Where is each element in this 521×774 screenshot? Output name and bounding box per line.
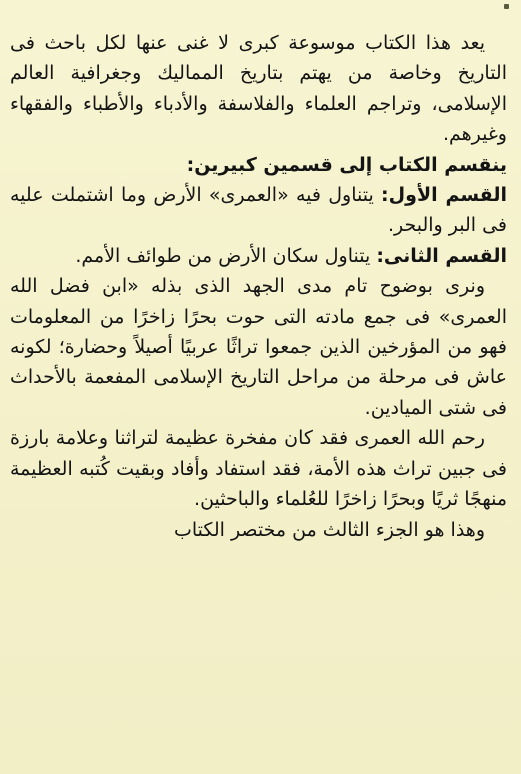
section-two-label: القسم الثانى: bbox=[376, 244, 507, 267]
paragraph-closing: وهذا هو الجزء الثالث من مختصر الكتاب bbox=[173, 518, 485, 541]
paragraph-intro: يعد هذا الكتاب موسوعة كبرى لا غنى عنها لكل باحث فى التاريخ وخاصة من يهتم بتاريخ المماليك وجغرافية العالم الإسلامى، وتراجم العلماء والفلاسفة والأدباء والأطباء والفقهاء وغيرهم. bbox=[10, 32, 507, 146]
paragraph-assessment: ونرى بوضوح تام مدى الجهد الذى بذله «ابن فضل الله العمرى» فى جمع مادته التى حوت بحرًا زاخرًا من المعلومات فهو من المؤرخين الذين جمعوا تراثًا عربيًا أصيلاً وحضارة؛ لكونه عاش فى مرحلة من مراحل التاريخ الإسلامى المفعمة بالأحداث فى شتى الميادين. bbox=[10, 275, 507, 419]
section-one bbox=[10, 180, 507, 241]
paragraph-tribute: رحم الله العمرى فقد كان مفخرة عظيمة لتراثنا وعلامة بارزة فى جبين تراث هذه الأمة، فقد استفاد وأفاد وبقيت كُتبه العظيمة منهجًا ثريًا وبحرًا زاخرًا للعُلماء والباحثين. bbox=[10, 427, 507, 511]
division-heading: ينقسم الكتاب إلى قسمين كبيرين: bbox=[186, 153, 507, 176]
ink-dot bbox=[504, 4, 509, 9]
text-column bbox=[10, 28, 507, 545]
section-two-text: يتناول سكان الأرض من طوائف الأمم. bbox=[75, 244, 371, 267]
section-one-text: يتناول فيه «العمرى» الأرض وما اشتملت عليه فى البر والبحر. bbox=[10, 184, 507, 237]
section-one-label: القسم الأول: bbox=[381, 184, 507, 207]
section-two bbox=[10, 241, 507, 271]
